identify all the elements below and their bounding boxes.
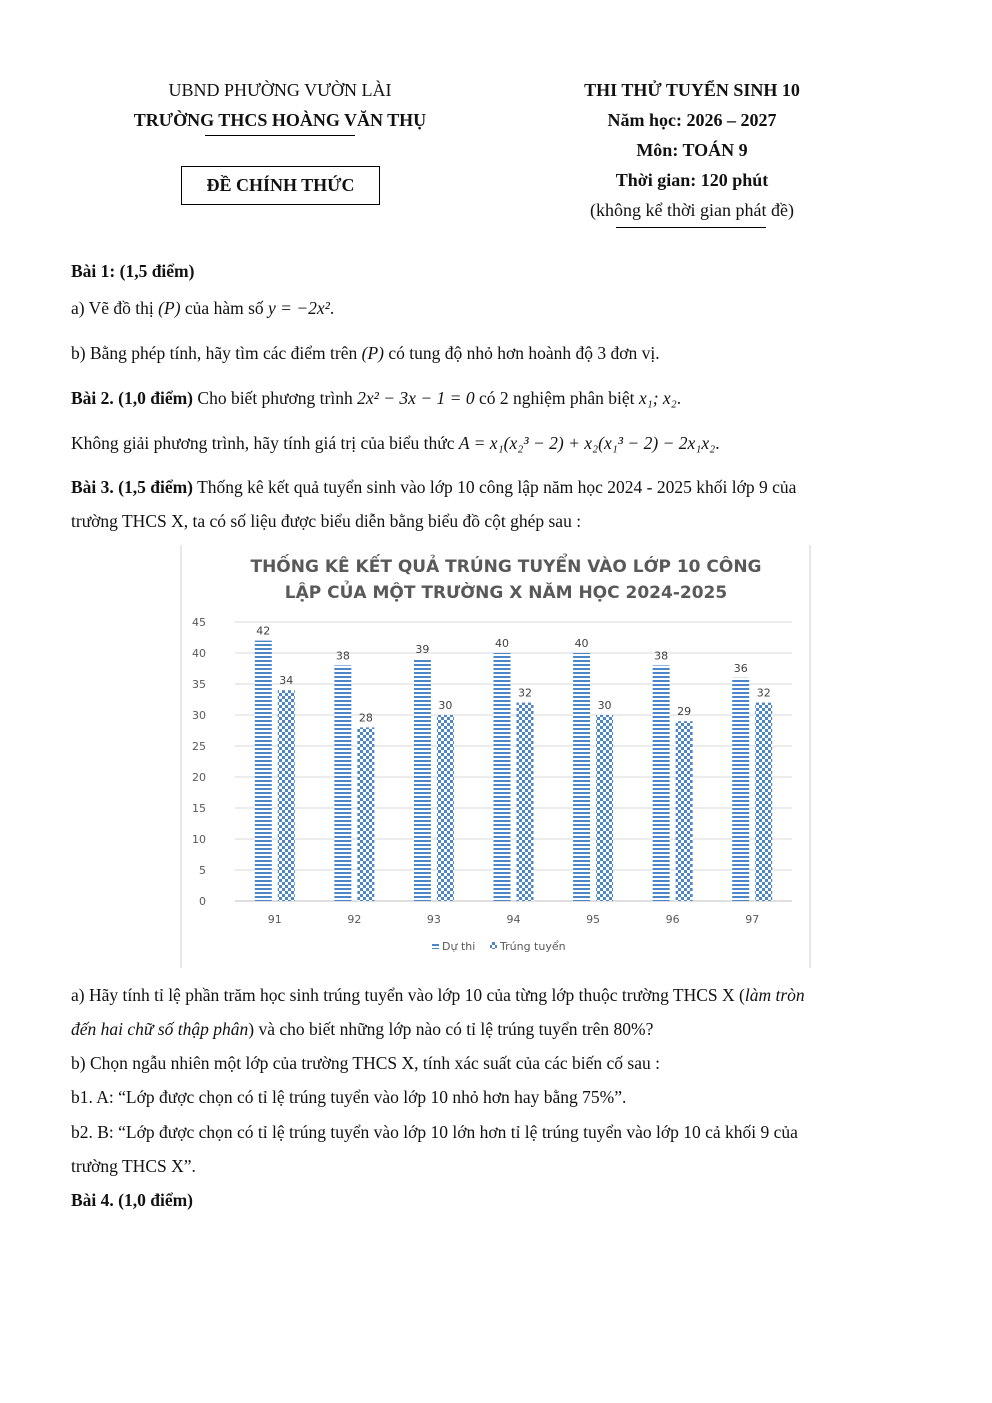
x-tick-label: 93 bbox=[426, 913, 441, 926]
chart-title-line1: THỐNG KÊ KẾT QUẢ TRÚNG TUYỂN VÀO LỚP 10 CÔNG bbox=[250, 557, 762, 577]
bai4-heading: Bài 4. (1,0 điểm) bbox=[71, 1190, 194, 1210]
bar-du-thi-93 bbox=[414, 659, 431, 901]
bai3-text1: Thống kê kết quả tuyển sinh vào lớp 10 công lập năm học 2024 - 2025 khối lớp 9 của bbox=[193, 477, 797, 497]
bai2-expression: A = x₁(x₂³ − 2) + x₂(x₁³ − 2) − 2x₁x₂ bbox=[458, 433, 716, 453]
bai2-equation: 2x² − 3x − 1 = 0 bbox=[357, 388, 475, 408]
bai1-a-text2: của hàm số bbox=[180, 298, 269, 318]
bai3-line2: trường THCS X, ta có số liệu được biểu diễn bằng biểu đồ cột ghép sau : bbox=[71, 511, 582, 531]
school-name: TRƯỜNG THCS HOÀNG VĂN THỤ bbox=[133, 110, 427, 130]
bar-chart bbox=[180, 540, 812, 970]
bai3-a-italic2: đến hai chữ số thập phân bbox=[71, 1019, 249, 1039]
bai2-line2-text: Không giải phương trình, hãy tính giá trị của biểu thức bbox=[71, 433, 459, 453]
bai1-b-text: b) Bằng phép tính, hãy tìm các điểm trên bbox=[71, 343, 362, 363]
bar-trung-tuyen-95 bbox=[596, 715, 613, 901]
y-tick-label: 45 bbox=[192, 616, 206, 629]
x-tick-label: 92 bbox=[347, 913, 362, 926]
bai1-b-parabola: (P) bbox=[361, 343, 384, 363]
bai3-a-text2: ) và cho biết những lớp nào có tỉ lệ trúng tuyển trên 80%? bbox=[248, 1019, 654, 1039]
bai3-line1 bbox=[71, 477, 796, 498]
bar-trung-tuyen-93 bbox=[437, 715, 454, 901]
bar-du-thi-95 bbox=[573, 653, 590, 901]
bar-du-thi-94 bbox=[494, 653, 511, 901]
bai3-b-line: b) Chọn ngẫu nhiên một lớp của trường THCS X, tính xác suất của các biến cố sau : bbox=[71, 1053, 661, 1073]
bai3-b2-line2: trường THCS X”. bbox=[71, 1156, 196, 1176]
bai3-b1-line: b1. A: “Lớp được chọn có tỉ lệ trúng tuyển vào lớp 10 nhỏ hơn hay bằng 75%”. bbox=[71, 1087, 627, 1107]
legend-label: Dự thi bbox=[442, 940, 476, 953]
data-label: 30 bbox=[438, 699, 453, 712]
bar-trung-tuyen-96 bbox=[676, 721, 693, 901]
x-tick-label: 94 bbox=[506, 913, 521, 926]
bai2-line2-end: . bbox=[715, 433, 720, 453]
data-label: 42 bbox=[256, 624, 271, 638]
x-tick-label: 97 bbox=[745, 913, 760, 926]
legend-swatch bbox=[432, 942, 439, 949]
bai1-part-b bbox=[71, 343, 660, 364]
official-label: ĐỀ CHÍNH THỨC bbox=[206, 175, 355, 195]
bai1-a-parabola: (P) bbox=[158, 298, 181, 318]
bar-trung-tuyen-91 bbox=[278, 690, 295, 901]
y-tick-label: 40 bbox=[192, 647, 206, 660]
bai2-line1 bbox=[71, 388, 681, 409]
data-label: 34 bbox=[279, 674, 294, 688]
bai2-heading: Bài 2. (1,0 điểm) bbox=[71, 388, 194, 408]
data-label: 36 bbox=[733, 661, 748, 675]
bai1-b-text2: có tung độ nhỏ hơn hoành độ 3 đơn vị. bbox=[383, 343, 660, 363]
bai3-b2-line1: b2. B: “Lớp được chọn có tỉ lệ trúng tuyển vào lớp 10 lớn hơn tỉ lệ trúng tuyển vào lớp 10 cả khối 9 của bbox=[71, 1122, 798, 1142]
data-label: 40 bbox=[574, 637, 589, 650]
bar-trung-tuyen-97 bbox=[755, 703, 772, 901]
bai2-text1: Cho biết phương trình bbox=[193, 388, 358, 408]
y-tick-label: 0 bbox=[199, 895, 206, 908]
duration-note: (không kể thời gian phát đề) bbox=[590, 200, 794, 220]
bai2-end: . bbox=[676, 388, 682, 408]
bai3-a-text: a) Hãy tính tỉ lệ phần trăm học sinh trúng tuyển vào lớp 10 của từng lớp thuộc trường THCS X ( bbox=[71, 985, 745, 1005]
legend-label: Trúng tuyển bbox=[500, 940, 566, 953]
bai1-heading: Bài 1: (1,5 điểm) bbox=[71, 261, 195, 281]
header-right-underline bbox=[616, 227, 766, 228]
bai1-part-a bbox=[71, 298, 334, 319]
x-tick-label: 96 bbox=[665, 913, 680, 926]
bai2-text2: có 2 nghiệm phân biệt bbox=[474, 388, 639, 408]
data-label: 30 bbox=[597, 699, 612, 712]
y-tick-label: 5 bbox=[199, 864, 206, 877]
data-label: 32 bbox=[756, 686, 771, 700]
bai3-a-line1 bbox=[71, 985, 805, 1006]
school-year: Năm học: 2026 – 2027 bbox=[607, 110, 777, 130]
bar-du-thi-92 bbox=[334, 665, 351, 901]
data-label: 39 bbox=[415, 643, 430, 657]
y-tick-label: 15 bbox=[192, 802, 206, 815]
y-tick-label: 35 bbox=[192, 678, 206, 691]
school-underline bbox=[205, 135, 355, 136]
bai1-a-function: y = −2x² bbox=[268, 298, 330, 318]
data-label: 38 bbox=[654, 649, 669, 663]
y-tick-label: 20 bbox=[192, 771, 206, 784]
data-label: 32 bbox=[518, 686, 532, 700]
x-tick-label: 95 bbox=[586, 913, 601, 926]
bar-du-thi-96 bbox=[653, 665, 670, 901]
chart-title-line2: LẬP CỦA MỘT TRƯỜNG X NĂM HỌC 2024-2025 bbox=[284, 583, 728, 603]
y-tick-label: 30 bbox=[192, 709, 206, 722]
data-label: 28 bbox=[358, 711, 373, 725]
bar-du-thi-97 bbox=[732, 678, 749, 901]
bai1-a-end: . bbox=[329, 298, 335, 318]
bai3-a-italic: làm tròn bbox=[744, 985, 805, 1005]
y-tick-label: 10 bbox=[192, 833, 206, 846]
bar-trung-tuyen-94 bbox=[517, 703, 534, 901]
data-label: 38 bbox=[335, 649, 350, 663]
bai3-a-line2 bbox=[71, 1019, 653, 1040]
exam-title: THI THỬ TUYỂN SINH 10 bbox=[584, 80, 800, 100]
bar-trung-tuyen-92 bbox=[357, 727, 374, 901]
official-stamp bbox=[181, 166, 380, 205]
bai2-roots: x₁; x₂ bbox=[638, 388, 677, 408]
bai3-heading: Bài 3. (1,5 điểm) bbox=[71, 477, 194, 497]
y-tick-label: 25 bbox=[192, 740, 206, 753]
subject: Môn: TOÁN 9 bbox=[636, 140, 748, 160]
x-tick-label: 91 bbox=[267, 913, 282, 926]
data-label: 29 bbox=[677, 705, 692, 719]
legend-swatch bbox=[490, 942, 497, 949]
district-name: UBND PHƯỜNG VƯỜN LÀI bbox=[168, 80, 392, 100]
bar-du-thi-91 bbox=[255, 641, 272, 901]
bai2-line2 bbox=[71, 433, 720, 454]
bai1-a-text: a) Vẽ đồ thị bbox=[71, 298, 159, 318]
data-label: 40 bbox=[495, 637, 509, 650]
duration: Thời gian: 120 phút bbox=[615, 170, 769, 190]
